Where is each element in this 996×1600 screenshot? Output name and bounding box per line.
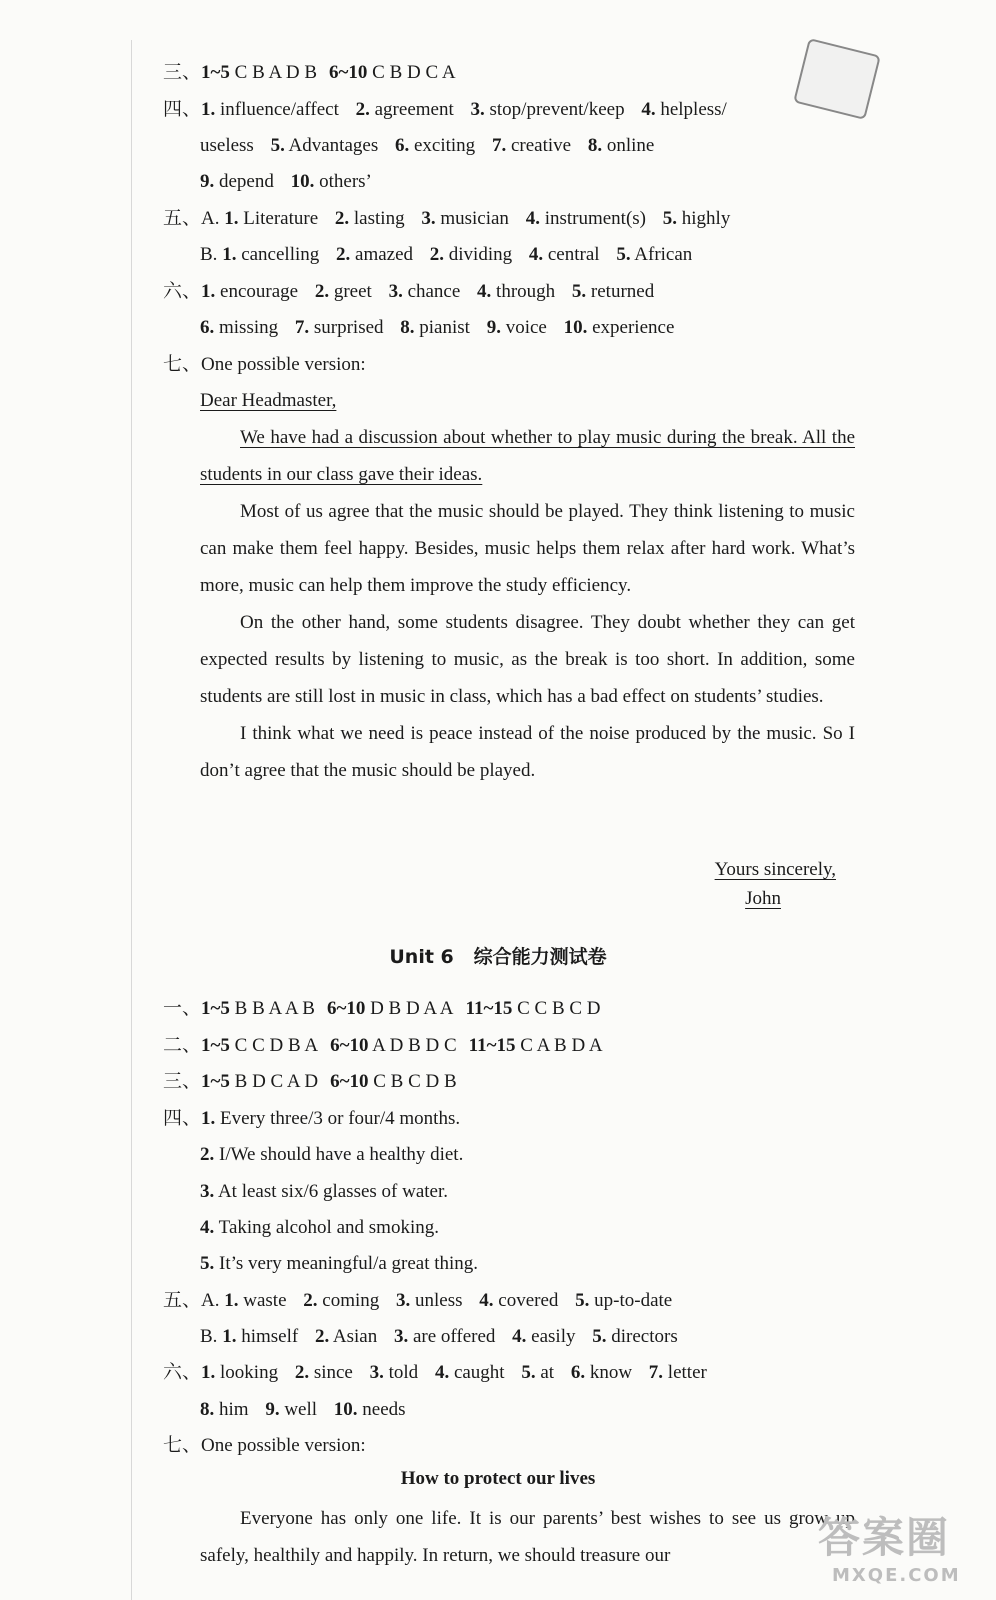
item-number: 6. <box>570 1362 586 1383</box>
range-label: 6~10 <box>330 1071 369 1092</box>
item-number: 1. <box>201 281 216 302</box>
answer-sentence: I/We should have a healthy diet. <box>219 1144 464 1165</box>
answer-word: directors <box>611 1326 678 1347</box>
range-label: 6~10 <box>329 62 368 83</box>
answers: C C D B A <box>234 1035 319 1056</box>
answers: C C B C D <box>517 998 601 1019</box>
answers: C B D C A <box>372 62 456 83</box>
answer-line-4b-1 <box>163 1104 856 1134</box>
letter-closing: Yours sincerely, <box>714 859 836 880</box>
item-number: 3. <box>388 281 403 302</box>
section-label: 二、 <box>163 1035 202 1056</box>
item-number: 1. <box>222 244 237 265</box>
item-number: 4. <box>512 1326 527 1347</box>
answer-line-5a <box>163 204 856 234</box>
watermark-line-1: 答案圈 <box>818 1513 951 1562</box>
answer-sentence: At least six/6 glasses of water. <box>217 1181 449 1202</box>
item-number: 2. <box>334 208 350 229</box>
answer-word: through <box>496 281 556 302</box>
answer-word: covered <box>498 1290 559 1311</box>
version-label: One possible version: <box>201 354 366 375</box>
item-number: 5. <box>200 1253 215 1274</box>
essay-body <box>200 1500 855 1574</box>
answer-line-6b-cont <box>200 1395 856 1425</box>
answer-word: know <box>589 1362 633 1383</box>
part-label: B. <box>200 1326 218 1347</box>
answer-line-7 <box>163 350 856 380</box>
answer-word: letter <box>667 1362 707 1383</box>
answer-word: experience <box>592 317 675 338</box>
section-label: 五、 <box>163 1290 202 1311</box>
answer-line-5b-b <box>200 1322 856 1352</box>
answers: C A B D A <box>520 1035 603 1056</box>
answer-line-6 <box>163 277 856 307</box>
answer-word: are offered <box>412 1326 496 1347</box>
answer-line-7b <box>163 1431 856 1461</box>
answers: A D B D C <box>372 1035 457 1056</box>
item-number: 10. <box>290 171 315 192</box>
section-label: 三、 <box>163 1071 202 1092</box>
essay-paragraph-1: Everyone has only one life. It is our parents’ best wishes to see us grow up safely, healthily and happily. In return, we should treasure our <box>200 1508 855 1566</box>
answer-word: returned <box>590 281 655 302</box>
answer-line-4-cont <box>200 131 856 161</box>
answer-word: online <box>606 135 655 156</box>
answers: B B A A B <box>234 998 315 1019</box>
item-number: 10. <box>333 1399 358 1420</box>
answer-word: African <box>634 244 693 265</box>
item-number: 3. <box>200 1181 215 1202</box>
answer-word: highly <box>681 208 731 229</box>
letter-signature: John <box>745 888 781 909</box>
answer-line-1 <box>163 994 856 1024</box>
range-label: 6~10 <box>326 998 366 1019</box>
item-number: 3. <box>369 1362 384 1383</box>
answer-word: unless <box>415 1290 463 1311</box>
item-number: 4. <box>434 1362 450 1383</box>
item-number: 6. <box>200 317 215 338</box>
answer-word: surprised <box>313 317 384 338</box>
item-number: 1. <box>201 99 216 120</box>
item-number: 5. <box>616 244 631 265</box>
section-label: 三、 <box>163 62 202 83</box>
answer-word: musician <box>440 208 509 229</box>
item-number: 7. <box>648 1362 664 1383</box>
answer-sentence: Every three/3 or four/4 months. <box>220 1108 461 1129</box>
answer-word: looking <box>220 1362 279 1383</box>
answer-line-6b <box>163 1358 856 1388</box>
item-number: 2. <box>200 1144 215 1165</box>
answer-line-5b <box>200 240 856 270</box>
item-number: 9. <box>265 1399 280 1420</box>
letter-paragraph-3: On the other hand, some students disagree. They doubt whether they can get expected results by listening to music, as the break is too short. In addition, some students are still lost in music in class, which has a bad effect on students’ studies. <box>200 612 855 707</box>
essay-title: How to protect our lives <box>400 1468 596 1489</box>
item-number: 3. <box>470 99 485 120</box>
answer-word: influence/affect <box>220 99 339 120</box>
answer-word: easily <box>531 1326 576 1347</box>
range-label: 6~10 <box>330 1035 369 1056</box>
item-number: 6. <box>394 135 410 156</box>
item-number: 3. <box>396 1290 411 1311</box>
margin-rule <box>131 40 132 1600</box>
answer-word: himself <box>241 1326 299 1347</box>
answer-word: up-to-date <box>594 1290 673 1311</box>
item-number: 1. <box>201 1362 216 1383</box>
answer-word: Literature <box>243 208 319 229</box>
item-number: 4. <box>200 1217 215 1238</box>
answer-line-3 <box>163 58 856 88</box>
answer-line-4 <box>163 95 856 125</box>
item-number: 5. <box>270 135 285 156</box>
answer-word: greet <box>333 281 372 302</box>
answer-word: stop/prevent/keep <box>489 99 625 120</box>
answer-word: dividing <box>448 244 513 265</box>
section-label: 六、 <box>163 1362 202 1383</box>
unit-label: Unit 6 <box>389 946 454 968</box>
letter-salutation <box>200 386 856 416</box>
item-number: 2. <box>294 1362 310 1383</box>
item-number: 9. <box>486 317 501 338</box>
answer-line-4b-2 <box>200 1140 856 1170</box>
answer-word: pianist <box>419 317 470 338</box>
answer-word: told <box>388 1362 419 1383</box>
answers: B D C A D <box>234 1071 319 1092</box>
section-label: 七、 <box>163 1435 202 1456</box>
answer-line-4b-5 <box>200 1249 856 1279</box>
unit-title: 综合能力测试卷 <box>473 946 607 968</box>
item-number: 2. <box>314 281 330 302</box>
watermark-logo <box>818 1505 988 1595</box>
watermark-line-2: MXQE.COM <box>832 1565 961 1586</box>
range-label: 11~15 <box>468 1035 516 1056</box>
unit-heading <box>0 942 996 969</box>
answer-word: creative <box>510 135 572 156</box>
range-label: 1~5 <box>201 998 230 1019</box>
item-number: 2. <box>314 1326 330 1347</box>
answer-word: others’ <box>319 171 372 192</box>
answer-line-5b-a <box>163 1286 856 1316</box>
item-number: 5. <box>592 1326 607 1347</box>
item-number: 4. <box>477 281 492 302</box>
item-number: 5. <box>571 281 587 302</box>
answer-word: cancelling <box>241 244 320 265</box>
answers: C B C D B <box>373 1071 457 1092</box>
answer-line-6-cont <box>200 313 856 343</box>
part-label: A. <box>201 1290 220 1311</box>
range-label: 1~5 <box>201 62 230 83</box>
section-label: 五、 <box>163 208 202 229</box>
letter-paragraph-2: Most of us agree that the music should be played. They think listening to music can make them feel happy. Besides, music helps them relax after hard work. What’s more, music can help them improve the study efficiency. <box>200 501 855 596</box>
answer-word: missing <box>219 317 279 338</box>
item-number: 1. <box>224 1290 239 1311</box>
answer-word: well <box>284 1399 318 1420</box>
item-number: 3. <box>421 208 436 229</box>
section-label: 四、 <box>163 99 202 120</box>
answer-word: since <box>313 1362 353 1383</box>
answer-word: him <box>219 1399 249 1420</box>
item-number: 2. <box>336 244 351 265</box>
item-number: 2. <box>429 244 445 265</box>
item-number: 5. <box>575 1290 590 1311</box>
answers: C B A D B <box>234 62 318 83</box>
range-label: 1~5 <box>201 1071 230 1092</box>
answer-word: chance <box>407 281 461 302</box>
answer-word: coming <box>322 1290 380 1311</box>
answer-word: depend <box>219 171 274 192</box>
item-number: 7. <box>294 317 310 338</box>
section-label: 四、 <box>163 1108 202 1129</box>
item-number: 4. <box>528 244 544 265</box>
answer-word: useless <box>200 135 254 156</box>
item-number: 1. <box>201 1108 216 1129</box>
item-number: 2. <box>355 99 370 120</box>
item-number: 8. <box>200 1399 215 1420</box>
answer-line-4-cont2 <box>200 167 856 197</box>
answer-word: helpless/ <box>660 99 727 120</box>
answer-line-2 <box>163 1031 856 1061</box>
answer-word: agreement <box>374 99 454 120</box>
answer-word: exciting <box>413 135 476 156</box>
item-number: 10. <box>563 317 588 338</box>
answer-word: at <box>540 1362 555 1383</box>
answer-word: amazed <box>355 244 414 265</box>
section-label: 七、 <box>163 354 202 375</box>
answer-word: caught <box>453 1362 505 1383</box>
letter-paragraph-1: We have had a discussion about whether to play music during the break. All the students in our class gave their ideas. <box>200 427 855 485</box>
range-label: 11~15 <box>465 998 513 1019</box>
item-number: 4. <box>479 1290 494 1311</box>
answer-word: encourage <box>220 281 299 302</box>
answers: D B D A A <box>370 998 454 1019</box>
answer-word: needs <box>362 1399 406 1420</box>
answer-word: lasting <box>353 208 405 229</box>
salutation-text: Dear Headmaster, <box>200 390 337 411</box>
part-label: B. <box>200 244 218 265</box>
letter-body <box>200 419 855 789</box>
answer-sentence: It’s very meaningful/a great thing. <box>219 1253 479 1274</box>
range-label: 1~5 <box>201 1035 230 1056</box>
item-number: 2. <box>303 1290 318 1311</box>
item-number: 4. <box>641 99 656 120</box>
item-number: 1. <box>224 208 239 229</box>
item-number: 5. <box>662 208 678 229</box>
section-label: 六、 <box>163 281 202 302</box>
answer-line-4b-3 <box>200 1177 856 1207</box>
section-label: 一、 <box>163 998 202 1019</box>
answer-word: waste <box>243 1290 287 1311</box>
answer-line-4b-4 <box>200 1213 856 1243</box>
item-number: 7. <box>491 135 507 156</box>
answer-word: Asian <box>332 1326 378 1347</box>
version-label: One possible version: <box>201 1435 366 1456</box>
part-label: A. <box>201 208 220 229</box>
item-number: 3. <box>393 1326 409 1347</box>
item-number: 4. <box>525 208 540 229</box>
item-number: 8. <box>400 317 415 338</box>
answer-word: Advantages <box>288 135 379 156</box>
answer-word: instrument(s) <box>544 208 647 229</box>
item-number: 1. <box>222 1326 237 1347</box>
answer-word: central <box>547 244 600 265</box>
answer-sentence: Taking alcohol and smoking. <box>218 1217 439 1238</box>
item-number: 5. <box>521 1362 536 1383</box>
answer-word: voice <box>505 317 547 338</box>
item-number: 9. <box>200 171 215 192</box>
item-number: 8. <box>587 135 603 156</box>
letter-paragraph-4: I think what we need is peace instead of the noise produced by the music. So I don’t agree that the music should be played. <box>200 723 855 781</box>
answer-line-3b <box>163 1067 856 1097</box>
